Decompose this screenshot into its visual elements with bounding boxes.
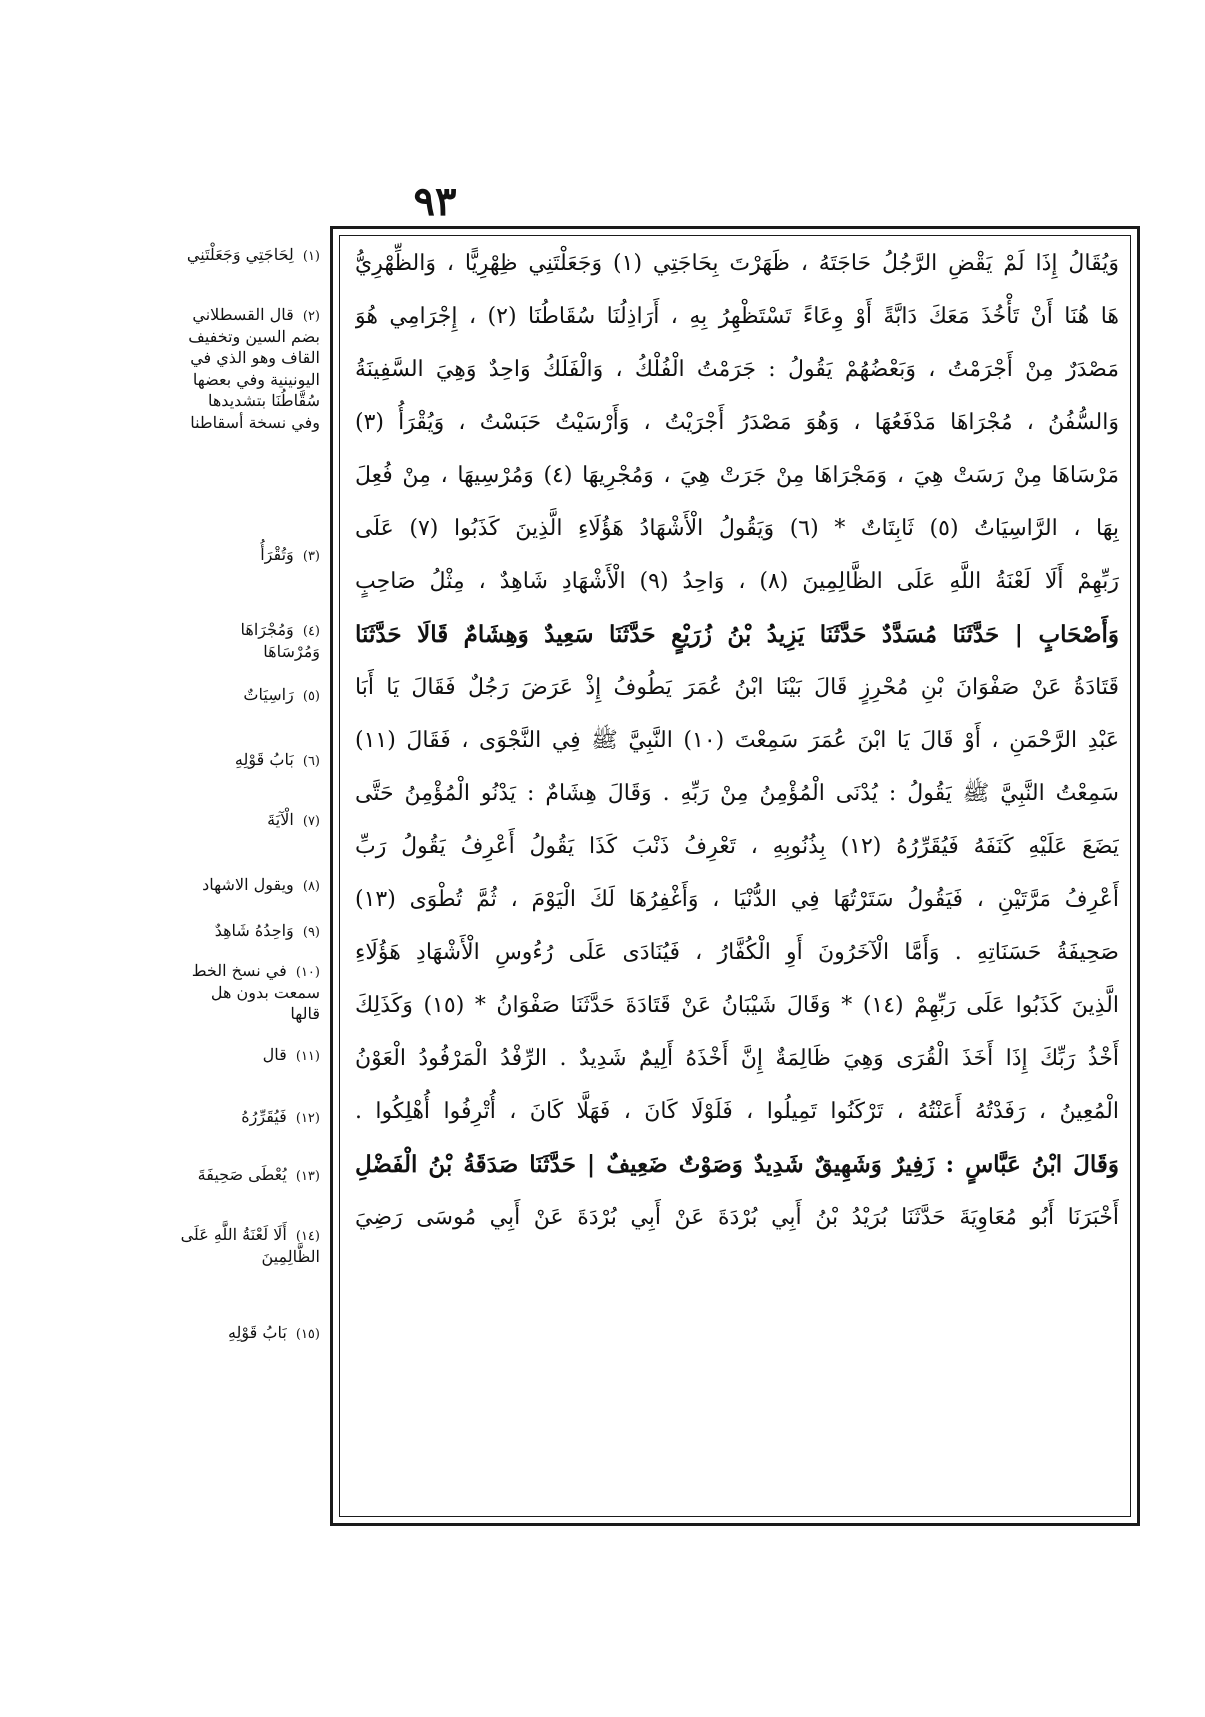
footnote-number: (٧): [302, 814, 320, 829]
text-line: وَقَالَ ابْنُ عَبَّاسٍ : زَفِيرٌ وَشَهِيقٌ شَدِيدٌ وَصَوْتٌ ضَعِيفٌ | حَدَّثَنَا صَدَقَةُ بْنُ الْفَضْلِ: [355, 1151, 1119, 1178]
footnote-text: يُعْطَى صَحِيفَةَ: [197, 1165, 287, 1184]
footnote-number: (٥): [302, 689, 320, 704]
footnote-text: وَتُقْرَأُ: [260, 545, 294, 564]
text-line: رَبِّهِمْ أَلَا لَعْنَةُ اللَّهِ عَلَى الظَّالِمِينَ (٨) ، وَاحِدُ (٩) الْأَشْهَادِ شَاهِدٌ ، مِثْلُ صَاحِبٍ: [355, 569, 1119, 594]
footnote-number: (٦): [302, 754, 320, 769]
text-line: أَعْرِفُ مَرَّتَيْنِ ، فَيَقُولُ سَتَرْتُهَا فِي الدُّنْيَا ، وَأَغْفِرُهَا لَكَ الْيَوْمَ ، ثُمَّ تُطْوَى (١٣): [355, 887, 1119, 912]
footnote-text: ويقول الاشهاد: [202, 875, 294, 894]
footnote-number: (١٣): [295, 1169, 320, 1184]
footnote-number: (٣): [302, 549, 320, 564]
footnote-number: (١٤): [295, 1229, 320, 1244]
footnote: [180, 920, 320, 942]
text-frame: [330, 226, 1140, 1526]
footnote-text: بَابُ قَوْلِهِ: [227, 1323, 287, 1342]
text-line: صَحِيفَةُ حَسَنَاتِهِ . وَأَمَّا الْآخَرُونَ أَوِ الْكُفَّارُ ، فَيُنَادَى عَلَى رُءُوسِ الْأَشْهَادِ هَؤُلَاءِ: [355, 940, 1119, 965]
text-line: أَخْبَرَنَا أَبُو مُعَاوِيَةَ حَدَّثَنَا بُرَيْدُ بْنُ أَبِي بُرْدَةَ عَنْ أَبِي بُرْدَةَ عَنْ أَبِي مُوسَى رَضِيَ: [355, 1205, 1119, 1230]
footnote: [180, 619, 320, 662]
footnote: [180, 1322, 320, 1344]
footnote: [180, 1224, 320, 1267]
text-line: وَيُقَالُ إِذَا لَمْ يَقْضِ الرَّجُلُ حَاجَتَهُ ، ظَهَرْتَ بِحَاجَتِي (١) وَجَعَلْتَنِي ظِهْرِيًّا ، وَالظِّهْرِيُّ: [355, 251, 1119, 276]
text-line: عَبْدِ الرَّحْمَنِ ، أَوْ قَالَ يَا ابْنَ عُمَرَ سَمِعْتَ (١٠) النَّبِيَّ ﷺ فِي النَّجْوَى ، فَقَالَ (١١): [355, 728, 1119, 753]
text-line: وَالسُّفُنُ ، مُجْرَاهَا مَدْفَعُهَا ، وَهُوَ مَصْدَرُ أَجْرَيْتُ ، وَأَرْسَيْتُ حَبَسْتُ ، وَيُقْرَأُ (٣): [355, 410, 1119, 435]
footnote: [180, 1044, 320, 1066]
footnote-text: قال القسطلاني بضم السين وتخفيف القاف وهو الذي في اليونينية وفي بعضها سُقَّاطُنَا بتشديدها وفي نسخة أسقاطنا: [188, 305, 320, 432]
main-text-block: [355, 237, 1119, 1244]
text-line: سَمِعْتُ النَّبِيَّ ﷺ يَقُولُ : يُدْنَى الْمُؤْمِنُ مِنْ رَبِّهِ . وَقَالَ هِشَامٌ : يَدْنُو الْمُؤْمِنُ حَتَّى: [355, 781, 1119, 806]
footnote-number: (٨): [302, 879, 320, 894]
footnote-text: رَاسِيَاتٌ: [243, 685, 294, 704]
footnote-text: فَيُقَرِّرُهُ: [241, 1107, 287, 1126]
footnote: [180, 960, 320, 1025]
footnote-text: لِحَاجَتِي وَجَعَلْتَنِي: [186, 245, 294, 264]
footnote: [180, 1106, 320, 1128]
footnote-text: وَمُجْرَاهَا وَمُرْسَاهَا: [240, 620, 320, 661]
footnote: [180, 809, 320, 831]
footnote-text: وَاحِدُهُ شَاهِدٌ: [214, 921, 294, 940]
text-line: مَصْدَرٌ مِنْ أَجْرَمْتُ ، وَبَعْضُهُمْ يَقُولُ : جَرَمْتُ الْفُلْكُ ، وَالْفَلَكُ وَاحِدٌ وَهِيَ السَّفِينَةُ: [355, 357, 1119, 382]
text-line: وَأَصْحَابٍ | حَدَّثَنَا مُسَدَّدٌ حَدَّثَنَا يَزِيدُ بْنُ زُرَيْعٍ حَدَّثَنَا سَعِيدٌ وَهِشَامٌ قَالَا حَدَّثَنَا: [355, 621, 1119, 648]
footnote-text: الْآيَةَ: [267, 810, 294, 829]
footnote: [180, 1164, 320, 1186]
footnote-text: قال: [262, 1045, 287, 1064]
page-number: ٩٣: [413, 178, 457, 225]
text-line: قَتَادَةُ عَنْ صَفْوَانَ بْنِ مُحْرِزٍ قَالَ بَيْنَا ابْنُ عُمَرَ يَطُوفُ إِذْ عَرَضَ رَجُلٌ فَقَالَ يَا أَبَا: [355, 675, 1119, 700]
footnote-number: (١٢): [295, 1111, 320, 1126]
footnote: [180, 544, 320, 566]
text-line: الَّذِينَ كَذَبُوا عَلَى رَبِّهِمْ (١٤) * وَقَالَ شَيْبَانُ عَنْ قَتَادَةَ حَدَّثَنَا صَفْوَانُ * (١٥) وَكَذَلِكَ: [355, 993, 1119, 1018]
footnote-text: بَابُ قَوْلِهِ: [234, 750, 294, 769]
text-line: يَضَعَ عَلَيْهِ كَنَفَهُ فَيُقَرِّرُهُ (١٢) بِذُنُوبِهِ ، تَعْرِفُ ذَنْبَ كَذَا يَقُولُ أَعْرِفُ يَقُولُ رَبِّ: [355, 834, 1119, 859]
text-line: الْمُعِينُ ، رَفَدْتُهُ أَعَنْتُهُ ، تَرْكَنُوا تَمِيلُوا ، فَلَوْلَا كَانَ ، فَهَلَّا كَانَ ، أُتْرِفُوا أُهْلِكُوا .: [355, 1099, 1119, 1124]
footnote: [180, 304, 320, 434]
text-line: بِهَا ، الرَّاسِيَاتُ (٥) ثَابِتَاتٌ * (٦) وَيَقُولُ الْأَشْهَادُ هَؤُلَاءِ الَّذِينَ كَذَبُوا (٧) عَلَى: [355, 516, 1119, 541]
footnote: [180, 749, 320, 771]
footnote-number: (٤): [302, 624, 320, 639]
footnote: [180, 244, 320, 266]
footnote: [180, 874, 320, 896]
text-line: مَرْسَاهَا مِنْ رَسَتْ هِيَ ، وَمَجْرَاهَا مِنْ جَرَتْ هِيَ ، وَمُجْرِيهَا (٤) وَمُرْسِيهَا ، مِنْ فُعِلَ: [355, 463, 1119, 488]
footnote: [180, 684, 320, 706]
footnote-text: في نسخ الخط سمعت بدون هل قالها: [191, 961, 320, 1024]
footnote-number: (١١): [295, 1049, 320, 1064]
footnote-number: (١٥): [295, 1327, 320, 1342]
text-line: أَخْذُ رَبِّكَ إِذَا أَخَذَ الْقُرَى وَهِيَ ظَالِمَةٌ إِنَّ أَخْذَهُ أَلِيمٌ شَدِيدٌ . الرِّفْدُ الْمَرْفُودُ الْعَوْنُ: [355, 1046, 1119, 1071]
footnote-number: (٢): [302, 309, 320, 324]
footnote-number: (١): [302, 249, 320, 264]
text-line: هَا هُنَا أَنْ تَأْخُذَ مَعَكَ دَابَّةً أَوْ وِعَاءً تَسْتَظْهِرُ بِهِ ، أَرَاذِلُنَا سُقَاطُنَا (٢) ، إِجْرَامِي هُوَ: [355, 304, 1119, 329]
footnote-number: (٩): [302, 925, 320, 940]
footnote-text: أَلَا لَعْنَةُ اللَّهِ عَلَى الظَّالِمِينَ: [180, 1225, 320, 1266]
footnote-number: (١٠): [295, 965, 320, 980]
